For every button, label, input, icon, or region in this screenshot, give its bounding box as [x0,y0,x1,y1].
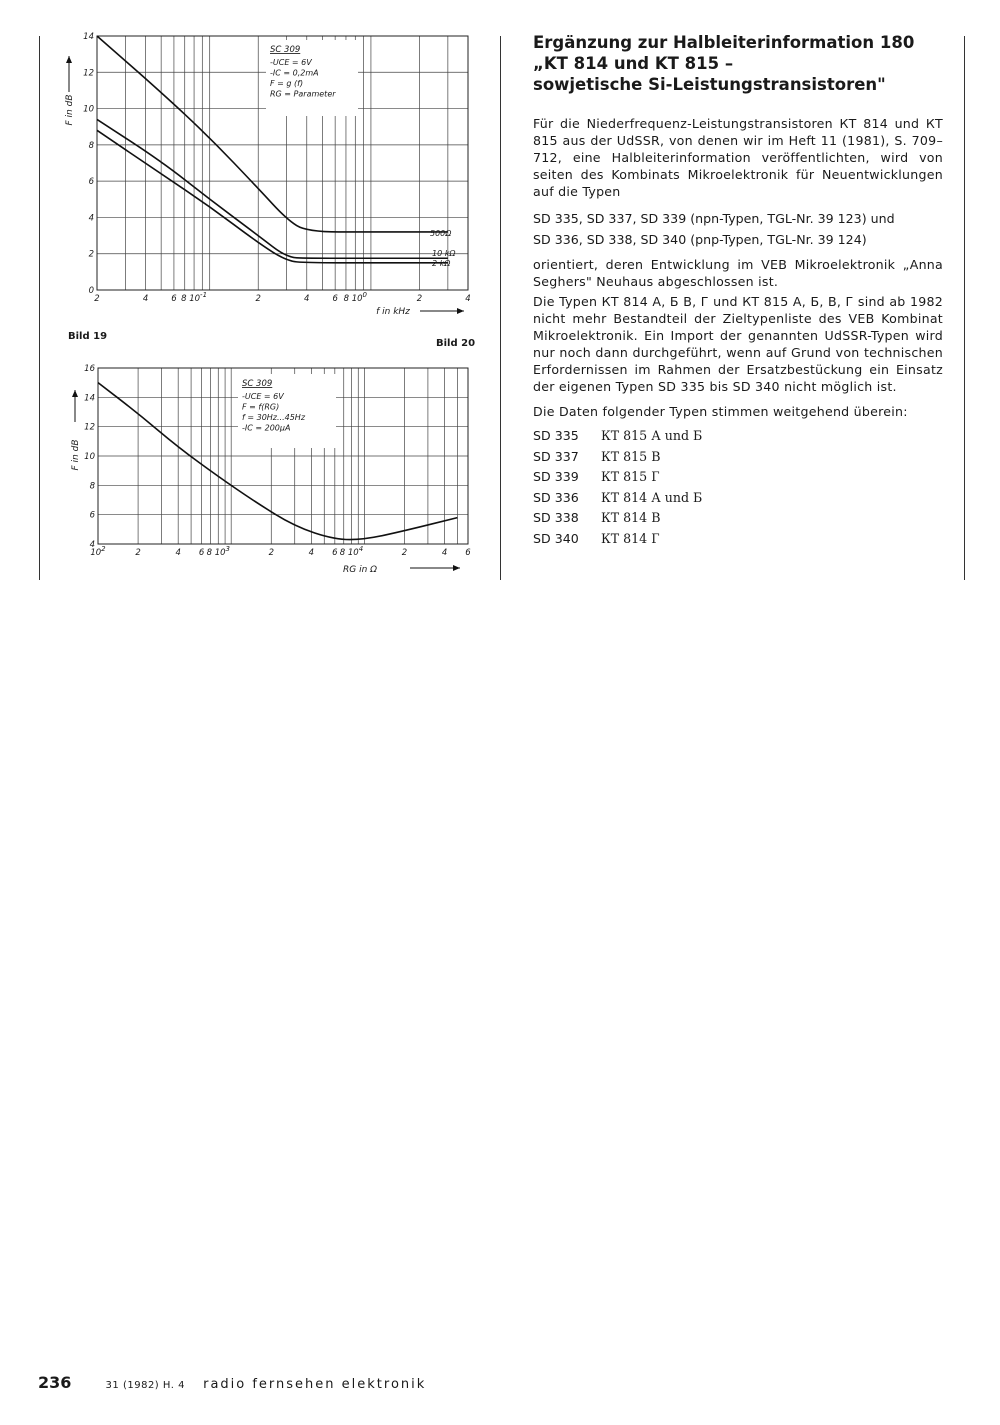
series-label: 2 kΩ [432,259,451,268]
npn-types-line: SD 335, SD 337, SD 339 (npn-Typen, TGL-Nr. 39 123) und [533,211,895,226]
legend-title: SC 309 [270,45,301,55]
series-line [97,130,448,262]
bild19-caption: Bild 19 [68,331,108,342]
legend-line: -IC = 200µA [242,423,291,433]
y-tick-label: 16 [84,364,95,374]
y-tick-label: 4 [89,540,95,550]
x-tick-label: 8 $10^{-1}$ [181,291,208,304]
y-axis-arrowhead [66,56,72,63]
bild19-chart [40,28,500,328]
y-tick-label: 14 [84,393,95,404]
x-tick-label: 2 [401,548,408,558]
x-axis-arrowhead [453,565,460,571]
paragraph-equivalents-intro: Die Daten folgender Typen stimmen weitgehend überein: [533,404,908,419]
x-tick-label: 6 [465,548,471,558]
y-tick-label: 2 [88,249,94,260]
x-tick-label: $10^2$ [90,545,106,558]
x-axis-arrowhead [457,308,464,314]
y-tick-label: 0 [88,286,94,296]
sd-type: SD 335 [533,428,579,443]
sd-type: SD 340 [533,530,579,546]
sd-type: SD 338 [533,510,579,525]
title-line-1: Ergänzung zur Halbleiterinformation 180 [533,33,915,52]
kt-type: КТ 814 Г [601,530,660,546]
table-row [533,426,702,447]
table-row [533,488,702,509]
page-footer [38,1373,426,1392]
sd-type: SD 337 [533,448,579,464]
paragraph-import: Die Typen КТ 814 А, Б В, Г und КТ 815 А, Б, В, Г sind ab 1982 nicht mehr Bestandteil der Zieltypenliste des VEB Kombinat Mikroelektronik. Ein Import der genannten UdSSR-Typen wird nur noch dann durchgeführt, wenn auf Grund von technischen Erfordernissen im Rahmen der Ersatzbestückung ein Einsatz der eigenen Typen SD 335 bis SD 340 nicht möglich ist. [533,294,943,394]
x-tick-label: 4 [142,294,149,304]
kt-type: КТ 815 Г [601,469,660,484]
paragraph-development: orientiert, deren Entwicklung im VEB Mikroelektronik „Anna Seghers" Neuhaus abgeschlossen ist. [533,257,943,289]
x-tick-label: 4 [465,294,471,304]
issue-info: 31 (1982) H. 4 [105,1380,185,1391]
x-tick-label: 8 $10^0$ [343,291,368,304]
sd-type: SD 336 [533,489,579,505]
y-tick-label: 10 [84,452,95,462]
x-tick-label: 6 [171,294,177,304]
bild20-caption: Bild 20 [436,338,476,349]
y-axis-arrowhead [72,390,78,397]
equivalents-table [533,426,702,549]
x-tick-label: 8 $10^4$ [339,545,364,558]
x-axis-label: RG in Ω [342,565,378,575]
x-tick-label: 2 [268,548,274,558]
x-tick-label: 2 [135,548,141,558]
x-tick-label: 6 [332,294,338,304]
kt-type: КТ 814 В [601,510,661,525]
series-label: 10 kΩ [432,249,456,258]
legend-line: -IC = 0,2mA [270,68,319,78]
y-tick-label: 12 [84,422,95,433]
bild20-chart [40,360,500,590]
column-rule-middle [500,36,501,580]
title-line-3: sowjetische Si-Leistungstransistoren" [533,75,886,94]
y-tick-label: 8 [88,140,94,151]
y-tick-label: 14 [83,32,94,42]
x-tick-label: 4 [175,548,181,558]
legend-line: RG = Parameter [270,89,336,99]
legend-title: SC 309 [242,379,273,389]
table-row [533,529,702,550]
column-rule-right [964,36,965,580]
y-tick-label: 12 [83,68,94,79]
paragraph-intro: Für die Niederfrequenz-Leistungstransistoren КТ 814 und КТ 815 aus der UdSSR, von denen wir im Heft 11 (1981), S. 709–712, eine Halbleiterinformation veröffentlichten, wird von seiten des Kombinats Mikroelektronik für Neuentwicklungen auf die Typen [533,116,943,199]
legend-line: -UCE = 6V [270,58,312,67]
y-tick-label: 8 [89,481,95,492]
series-line [97,119,448,258]
sd-type: SD 339 [533,469,579,484]
x-tick-label: 4 [308,548,315,558]
legend-line: -UCE = 6V [242,392,284,401]
y-tick-label: 6 [89,510,95,521]
x-tick-label: 2 [416,294,423,304]
article-title [533,32,943,95]
legend-line: F = g (f) [270,79,304,88]
table-row [533,447,702,468]
kt-type: КТ 814 А und Б [601,489,703,505]
y-axis-label: F in dB [65,94,75,126]
kt-type: КТ 815 В [601,448,661,464]
x-tick-label: 2 [94,294,100,304]
x-axis-label: f in kHz [376,307,410,317]
x-tick-label: 4 [304,294,310,304]
legend-line: f = 30Hz...45Hz [242,413,306,422]
title-line-2: „KT 814 und KT 815 – [533,54,734,73]
x-tick-label: 8 $10^3$ [206,545,230,558]
kt-type: КТ 815 А und Б [601,428,703,443]
x-tick-label: 6 [198,548,205,558]
x-tick-label: 4 [441,548,448,558]
series-label: 500Ω [430,229,452,238]
magazine-name: radio fernsehen elektronik [203,1377,427,1392]
legend-line: F = f(RG) [242,402,280,412]
y-tick-label: 10 [83,104,94,115]
page-number: 236 [38,1373,72,1392]
y-tick-label: 6 [88,177,94,188]
y-tick-label: 4 [88,213,94,224]
x-tick-label: 6 [332,548,338,558]
y-axis-label: F in dB [71,439,81,471]
article [533,32,943,549]
table-row [533,467,702,488]
table-row [533,508,702,529]
x-tick-label: 2 [255,294,261,304]
pnp-types-line: SD 336, SD 338, SD 340 (pnp-Typen, TGL-Nr. 39 124) [533,232,867,247]
